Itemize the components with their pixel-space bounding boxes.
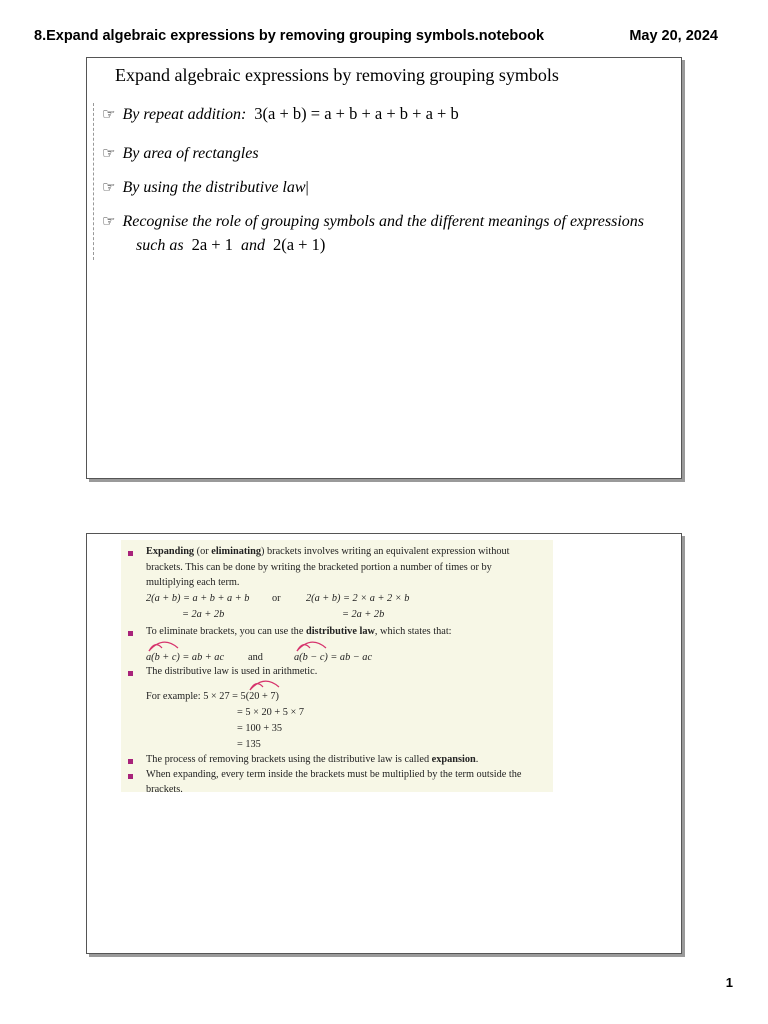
slide-2 [86,533,682,954]
bullet-grouping-symbols [102,212,644,231]
bullet-text: Recognise the role of grouping symbols and the different meanings of expressions [122,213,645,230]
continuation-prefix: such as [136,237,184,254]
example-line-1: For example: 5 × 27 = 5(20 + 7) [146,691,279,702]
bullet-square-icon [127,667,135,675]
bullet-area-rectangles [102,144,259,163]
text: , which states that: [374,626,452,637]
bullet-math: 3(a + b) = a + b + a + b + a + b [254,104,459,123]
bullet-text: By using the distributive law [122,179,306,196]
eq-repeat-addition-result: = 2a + 2b [182,609,225,620]
term-expanding: Expanding [146,546,195,557]
pointing-hand-icon: ☞ [102,107,116,123]
law-addition: a(b + c) = ab + ac [146,652,225,663]
example-line-2: = 5 × 20 + 5 × 7 [237,707,304,718]
example-line-3: = 100 + 35 [237,723,283,734]
eq-multiply-each-term-result: = 2a + 2b [342,609,385,620]
text: ) brackets involves writing an equivalent expression without [261,546,510,557]
term-eliminating: eliminating [211,546,262,557]
bullet-repeat-addition [102,104,459,124]
expanding-definition-line-3: multiplying each term. [146,577,240,588]
continuation-joiner: and [240,237,265,254]
bullet-text: By area of rectangles [122,145,259,162]
margin-divider [93,103,94,260]
term-distributive-law: distributive law [305,626,375,637]
example-line-4: = 135 [237,739,261,750]
arithmetic-note: The distributive law is used in arithmetic. [146,666,318,677]
bullet-square-icon [127,755,135,763]
pointing-hand-icon: ☞ [102,146,116,162]
slide-1 [86,57,682,479]
law-and: and [248,652,263,663]
eq-multiply-each-term: 2(a + b) = 2 × a + 2 × b [306,593,410,604]
bullet-text: By repeat addition: [122,106,247,123]
eq-repeat-addition: 2(a + b) = a + b + a + b [146,593,250,604]
law-subtraction: a(b − c) = ab − ac [294,652,373,663]
eq-or: or [272,593,281,604]
bullet-distributive-law [102,178,309,197]
expanding-definition-line-1 [146,544,510,560]
expansion-definition [146,752,478,768]
notebook-title: 8.Expand algebraic expressions by removing grouping symbols.notebook [34,28,545,44]
pointing-hand-icon: ☞ [102,180,116,196]
page-number: 1 [725,975,733,990]
expanding-rule-line-1: When expanding, every term inside the brackets must be multiplied by the term outside the [146,769,522,780]
text: (or [194,546,212,557]
bullet-square-icon [127,547,135,555]
notebook-date: May 20, 2024 [629,28,718,44]
textbook-excerpt [121,540,553,795]
term-expansion: expansion [431,754,476,765]
text: To eliminate brackets, you can use the [146,626,306,637]
text-cursor-icon: | [305,179,309,196]
expr-2a-plus-1: 2a + 1 [191,235,233,254]
expr-2-times-a-plus-1: 2(a + 1) [272,235,326,254]
expanding-rule-line-2: brackets. [146,784,183,795]
text: . [475,754,479,765]
bullet-square-icon [127,627,135,635]
pointing-hand-icon: ☞ [102,214,116,230]
text: The process of removing brackets using the distributive law is called [146,754,432,765]
expanding-definition-line-2: brackets. This can be done by writing the bracketed portion a number of times or by [146,562,492,573]
slide-1-heading: Expand algebraic expressions by removing grouping symbols [115,65,559,85]
bullet-continuation [136,235,325,255]
bullet-square-icon [127,770,135,778]
